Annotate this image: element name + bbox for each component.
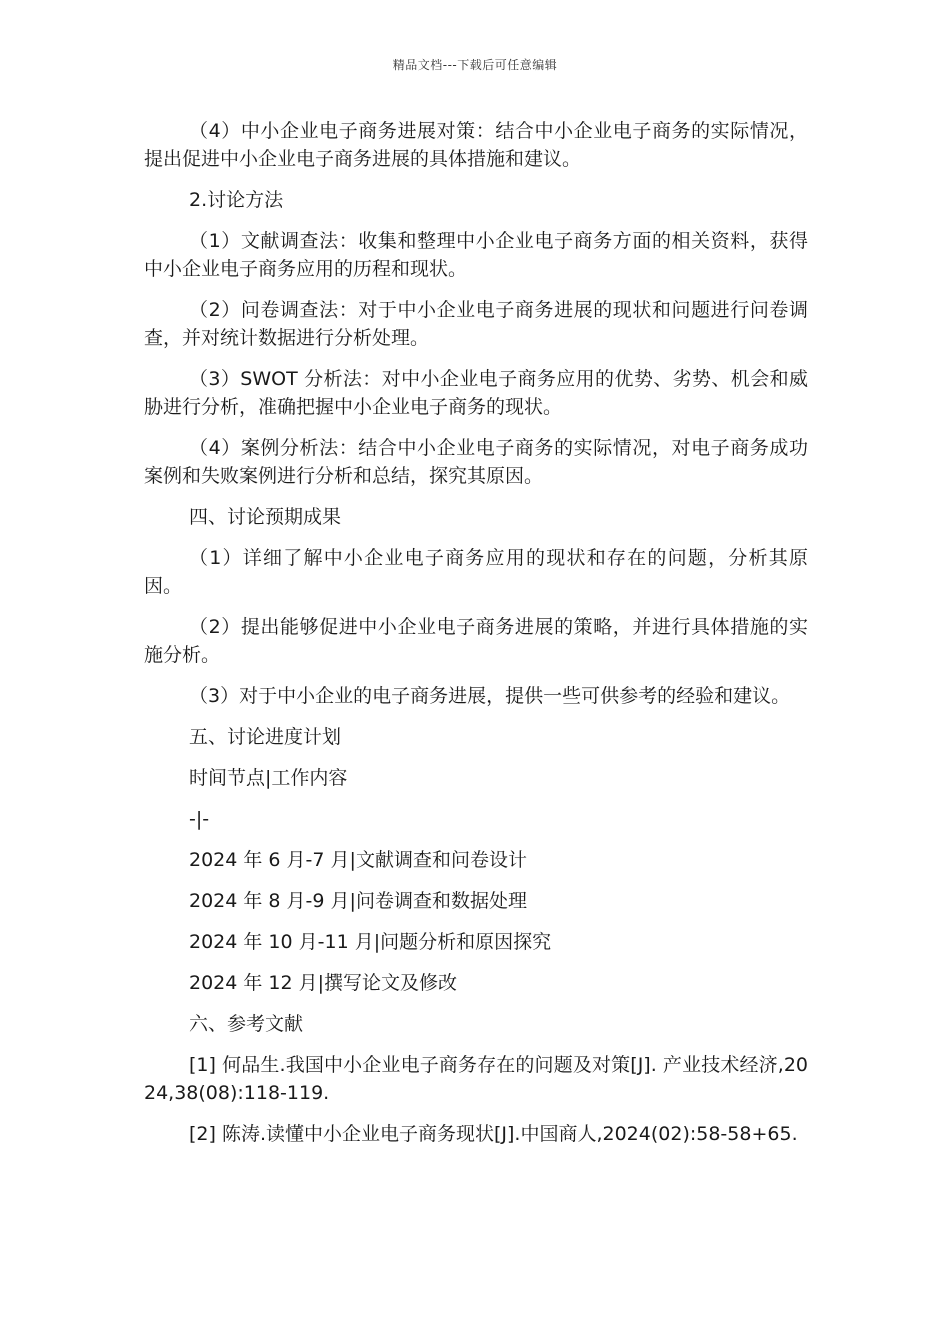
paragraph-result-2: （2）提出能够促进中小企业电子商务进展的策略，并进行具体措施的实施分析。: [144, 616, 808, 666]
schedule-row: 2024 年 8 月-9 月|问卷调查和数据处理: [189, 890, 527, 912]
paragraph-case-method: （4）案例分析法：结合中小企业电子商务的实际情况，对电子商务成功案例和失败案例进行分析和总结，探究其原因。: [144, 437, 808, 487]
section-heading-references: 六、参考文献: [189, 1013, 304, 1035]
schedule-row: 2024 年 12 月|撰写论文及修改: [189, 972, 458, 994]
paragraph-literature-method: （1）文献调查法：收集和整理中小企业电子商务方面的相关资料，获得中小企业电子商务应用的历程和现状。: [144, 230, 808, 280]
section-heading-methods: 2.讨论方法: [189, 189, 284, 211]
document-body: [144, 117, 808, 1161]
schedule-row: 2024 年 6 月-7 月|文献调查和问卷设计: [189, 849, 527, 871]
paragraph-questionnaire-method: （2）问卷调查法：对于中小企业电子商务进展的现状和问题进行问卷调查，并对统计数据进行分析处理。: [144, 299, 808, 349]
paragraph-swot-method: （3）SWOT 分析法：对中小企业电子商务应用的优势、劣势、机会和威胁进行分析，准确把握中小企业电子商务的现状。: [144, 368, 808, 418]
schedule-row: 2024 年 10 月-11 月|问题分析和原因探究: [189, 931, 552, 953]
section-heading-schedule: 五、讨论进度计划: [189, 726, 342, 748]
paragraph-development-strategy: （4）中小企业电子商务进展对策：结合中小企业电子商务的实际情况，提出促进中小企业电子商务进展的具体措施和建议。: [144, 120, 808, 170]
schedule-table-separator: -|-: [189, 808, 210, 830]
reference-item: [1] 何品生.我国中小企业电子商务存在的问题及对策[J]. 产业技术经济,2024,38(08):118-119.: [144, 1054, 808, 1104]
section-heading-expected-results: 四、讨论预期成果: [189, 506, 342, 528]
schedule-table-header: 时间节点|工作内容: [189, 767, 348, 789]
paragraph-result-3: （3）对于中小企业的电子商务进展，提供一些可供参考的经验和建议。: [189, 685, 791, 707]
reference-item: [2] 陈涛.读懂中小企业电子商务现状[J].中国商人,2024(02):58-58+65.: [189, 1123, 798, 1145]
paragraph-result-1: （1）详细了解中小企业电子商务应用的现状和存在的问题，分析其原因。: [144, 547, 808, 597]
page-header-watermark: 精品文档---下载后可任意编辑: [392, 58, 558, 72]
